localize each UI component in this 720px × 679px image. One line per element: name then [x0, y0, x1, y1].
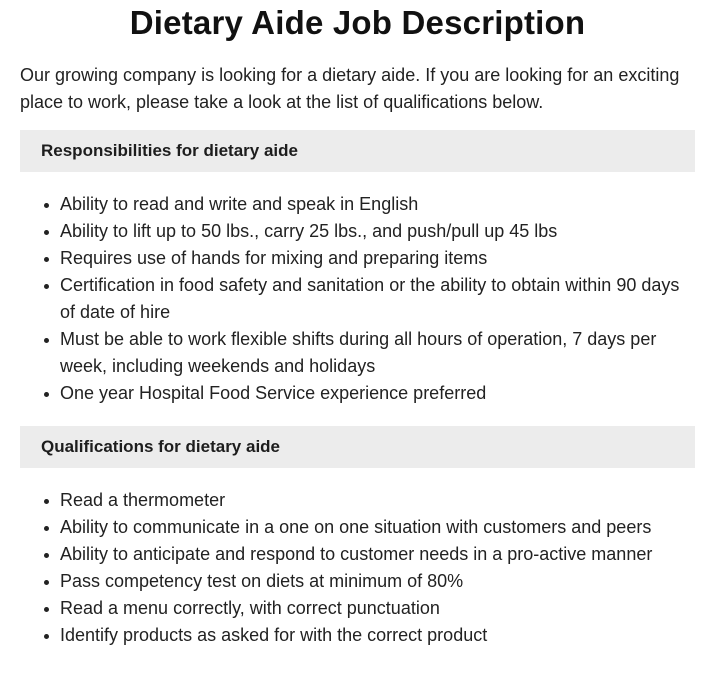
qualifications-heading: Qualifications for dietary aide: [41, 437, 281, 456]
list-item: One year Hospital Food Service experience preferred: [60, 380, 695, 407]
list-item: Must be able to work flexible shifts during all hours of operation, 7 days per week, including weekends and holidays: [60, 326, 695, 380]
list-item: Certification in food safety and sanitation or the ability to obtain within 90 days of date of hire: [60, 272, 695, 326]
list-item: Read a thermometer: [60, 487, 695, 514]
responsibilities-list: [20, 191, 695, 407]
list-item: Requires use of hands for mixing and preparing items: [60, 245, 695, 272]
list-item: Ability to lift up to 50 lbs., carry 25 lbs., and push/pull up 45 lbs: [60, 218, 695, 245]
page-title: Dietary Aide Job Description: [129, 4, 586, 41]
responsibilities-header: [20, 130, 695, 172]
list-item: Ability to anticipate and respond to customer needs in a pro-active manner: [60, 541, 695, 568]
list-item: Read a menu correctly, with correct punctuation: [60, 595, 695, 622]
responsibilities-section: [20, 130, 695, 407]
list-item: Ability to communicate in a one on one situation with customers and peers: [60, 514, 695, 541]
list-item: Pass competency test on diets at minimum of 80%: [60, 568, 695, 595]
responsibilities-heading: Responsibilities for dietary aide: [41, 141, 298, 160]
list-item: Ability to read and write and speak in English: [60, 191, 695, 218]
qualifications-header: [20, 426, 695, 468]
list-item: Identify products as asked for with the correct product: [60, 622, 695, 649]
intro-paragraph: Our growing company is looking for a dietary aide. If you are looking for an exciting place to work, please take a look at the list of qualifications below.: [20, 65, 680, 112]
qualifications-section: [20, 426, 695, 649]
qualifications-list: [20, 487, 695, 649]
